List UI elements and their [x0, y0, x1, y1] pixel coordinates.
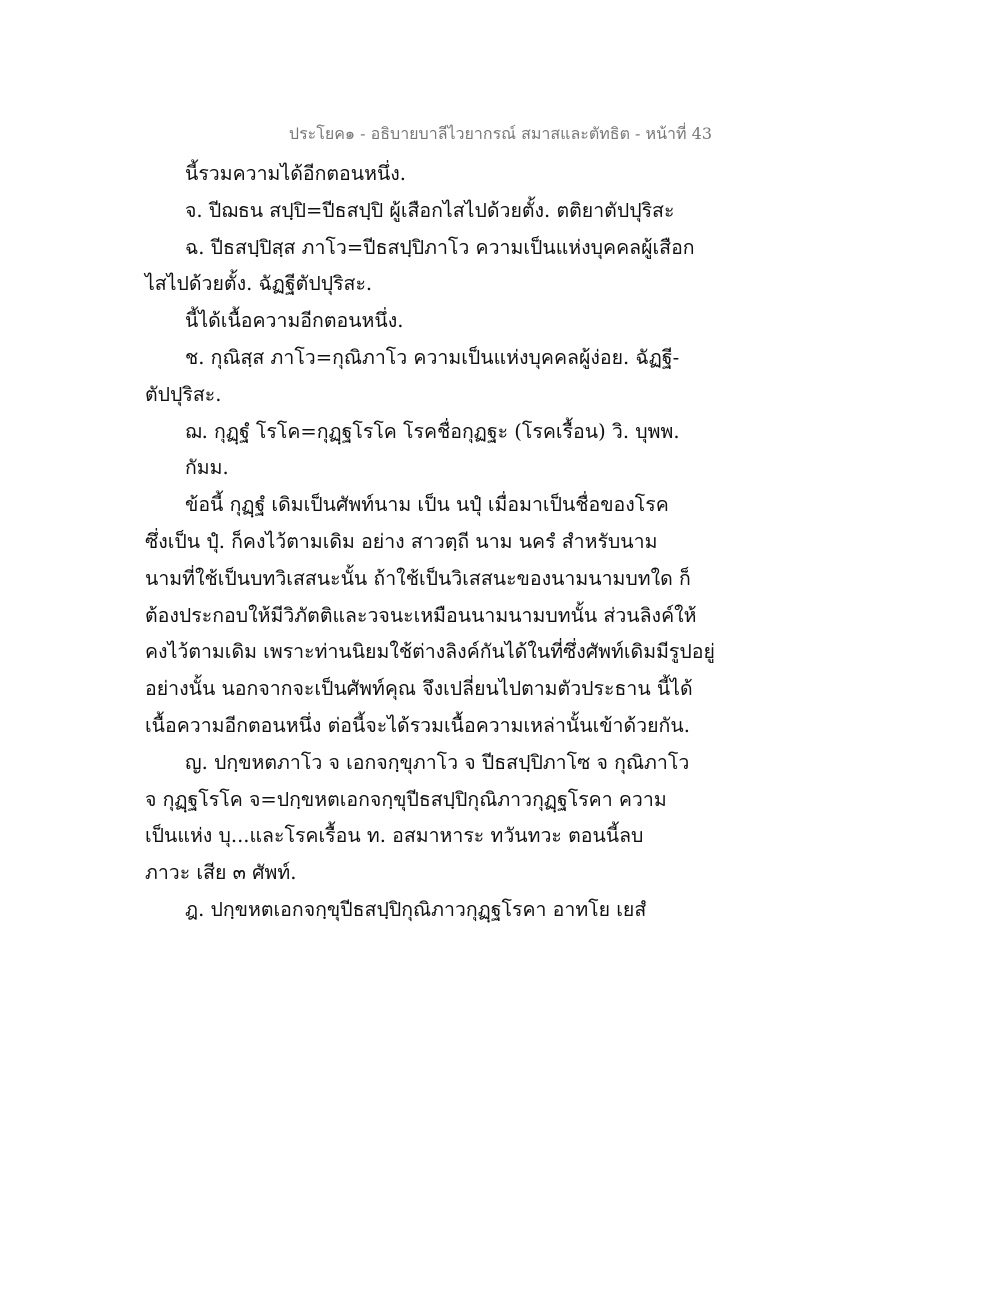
text-line: นี้รวมความได้อีกตอนหนึ่ง. — [185, 162, 407, 185]
body-text — [145, 156, 715, 929]
text-line: ภาวะ เสีย ๓ ศัพท์. — [145, 861, 297, 885]
text-line: จ กุฏฺฐโรโค จ=ปกฺขหตเอกจกฺขุปีธสปฺปิกุณิภาวกุฏฺฐโรคา ความ — [145, 787, 667, 811]
text-line: ต้องประกอบให้มีวิภัตติและวจนะเหมือนนามนามบทนั้น ส่วนลิงค์ให้ — [145, 603, 697, 627]
text-line: ตัปปุริสะ. — [145, 382, 222, 406]
text-line: ฎ. ปกฺขหตเอกจกฺขุปีธสปฺปิกุณิภาวกุฏฺฐโรคา อาทโย เยสํ — [185, 897, 647, 921]
text-line: คงไว้ตามเดิม เพราะท่านนิยมใช้ต่างลิงค์กันได้ในที่ซึ่งศัพท์เดิมมีรูปอยู่ — [145, 640, 715, 664]
text-line: ซึ่งเป็น ปุํ. ก็คงไว้ตามเดิม อย่าง สาวตฺถี นาม นครํ สำหรับนาม — [145, 529, 658, 553]
text-line: ข้อนี้ กุฏฺฐํ เดิมเป็นศัพท์นาม เป็น นปุํ เมื่อมาเป็นชื่อของโรค — [185, 493, 669, 517]
text-line: นี้ได้เนื้อความอีกตอนหนึ่ง. — [185, 309, 404, 333]
text-line: เนื้อความอีกตอนหนึ่ง ต่อนี้จะได้รวมเนื้อความเหล่านั้นเข้าด้วยกัน. — [145, 713, 690, 737]
text-line: จ. ปีฌธน สปฺปิ=ปีธสปฺปิ ผู้เสือกไสไปด้วยตั้ง. ตติยาตัปปุริสะ — [185, 198, 675, 222]
text-line: นามที่ใช้เป็นบทวิเสสนะนั้น ถ้าใช้เป็นวิเสสนะของนามนามบทใด ก็ — [145, 566, 691, 590]
running-header: ประโยค๑ - อธิบายบาลีไวยากรณ์ สมาสและตัทธิต - หน้าที่ 43 — [288, 124, 712, 143]
text-line: ฌ. กุฏฺฐํ โรโค=กุฏฺฐโรโค โรคชื่อกุฏฐะ (โรคเรื้อน) วิ. บุพพ. — [185, 419, 680, 443]
text-line: ญ. ปกฺขหตภาโว จ เอกจกฺขุภาโว จ ปีธสปฺปิภาโซ จ กุณิภาโว — [185, 750, 690, 774]
text-line: ไสไปด้วยตั้ง. ฉัฏฐีตัปปุริสะ. — [145, 272, 373, 296]
text-line: ช. กุณิสฺส ภาโว=กุณิภาโว ความเป็นแห่งบุคคลผู้ง่อย. ฉัฏฐี- — [185, 345, 680, 369]
text-line: อย่างนั้น นอกจากจะเป็นศัพท์คุณ จึงเปลี่ยนไปตามตัวประธาน นี้ได้ — [145, 677, 693, 701]
text-line: กัมม. — [185, 456, 229, 480]
text-line: เป็นแห่ง บุ...และโรคเรื้อน ท. อสมาหาระ ทวันทวะ ตอนนี้ลบ — [145, 824, 644, 848]
text-line: ฉ. ปีธสปฺปิสฺส ภาโว=ปีธสปฺปิภาโว ความเป็นแห่งบุคคลผู้เสือก — [185, 235, 695, 259]
